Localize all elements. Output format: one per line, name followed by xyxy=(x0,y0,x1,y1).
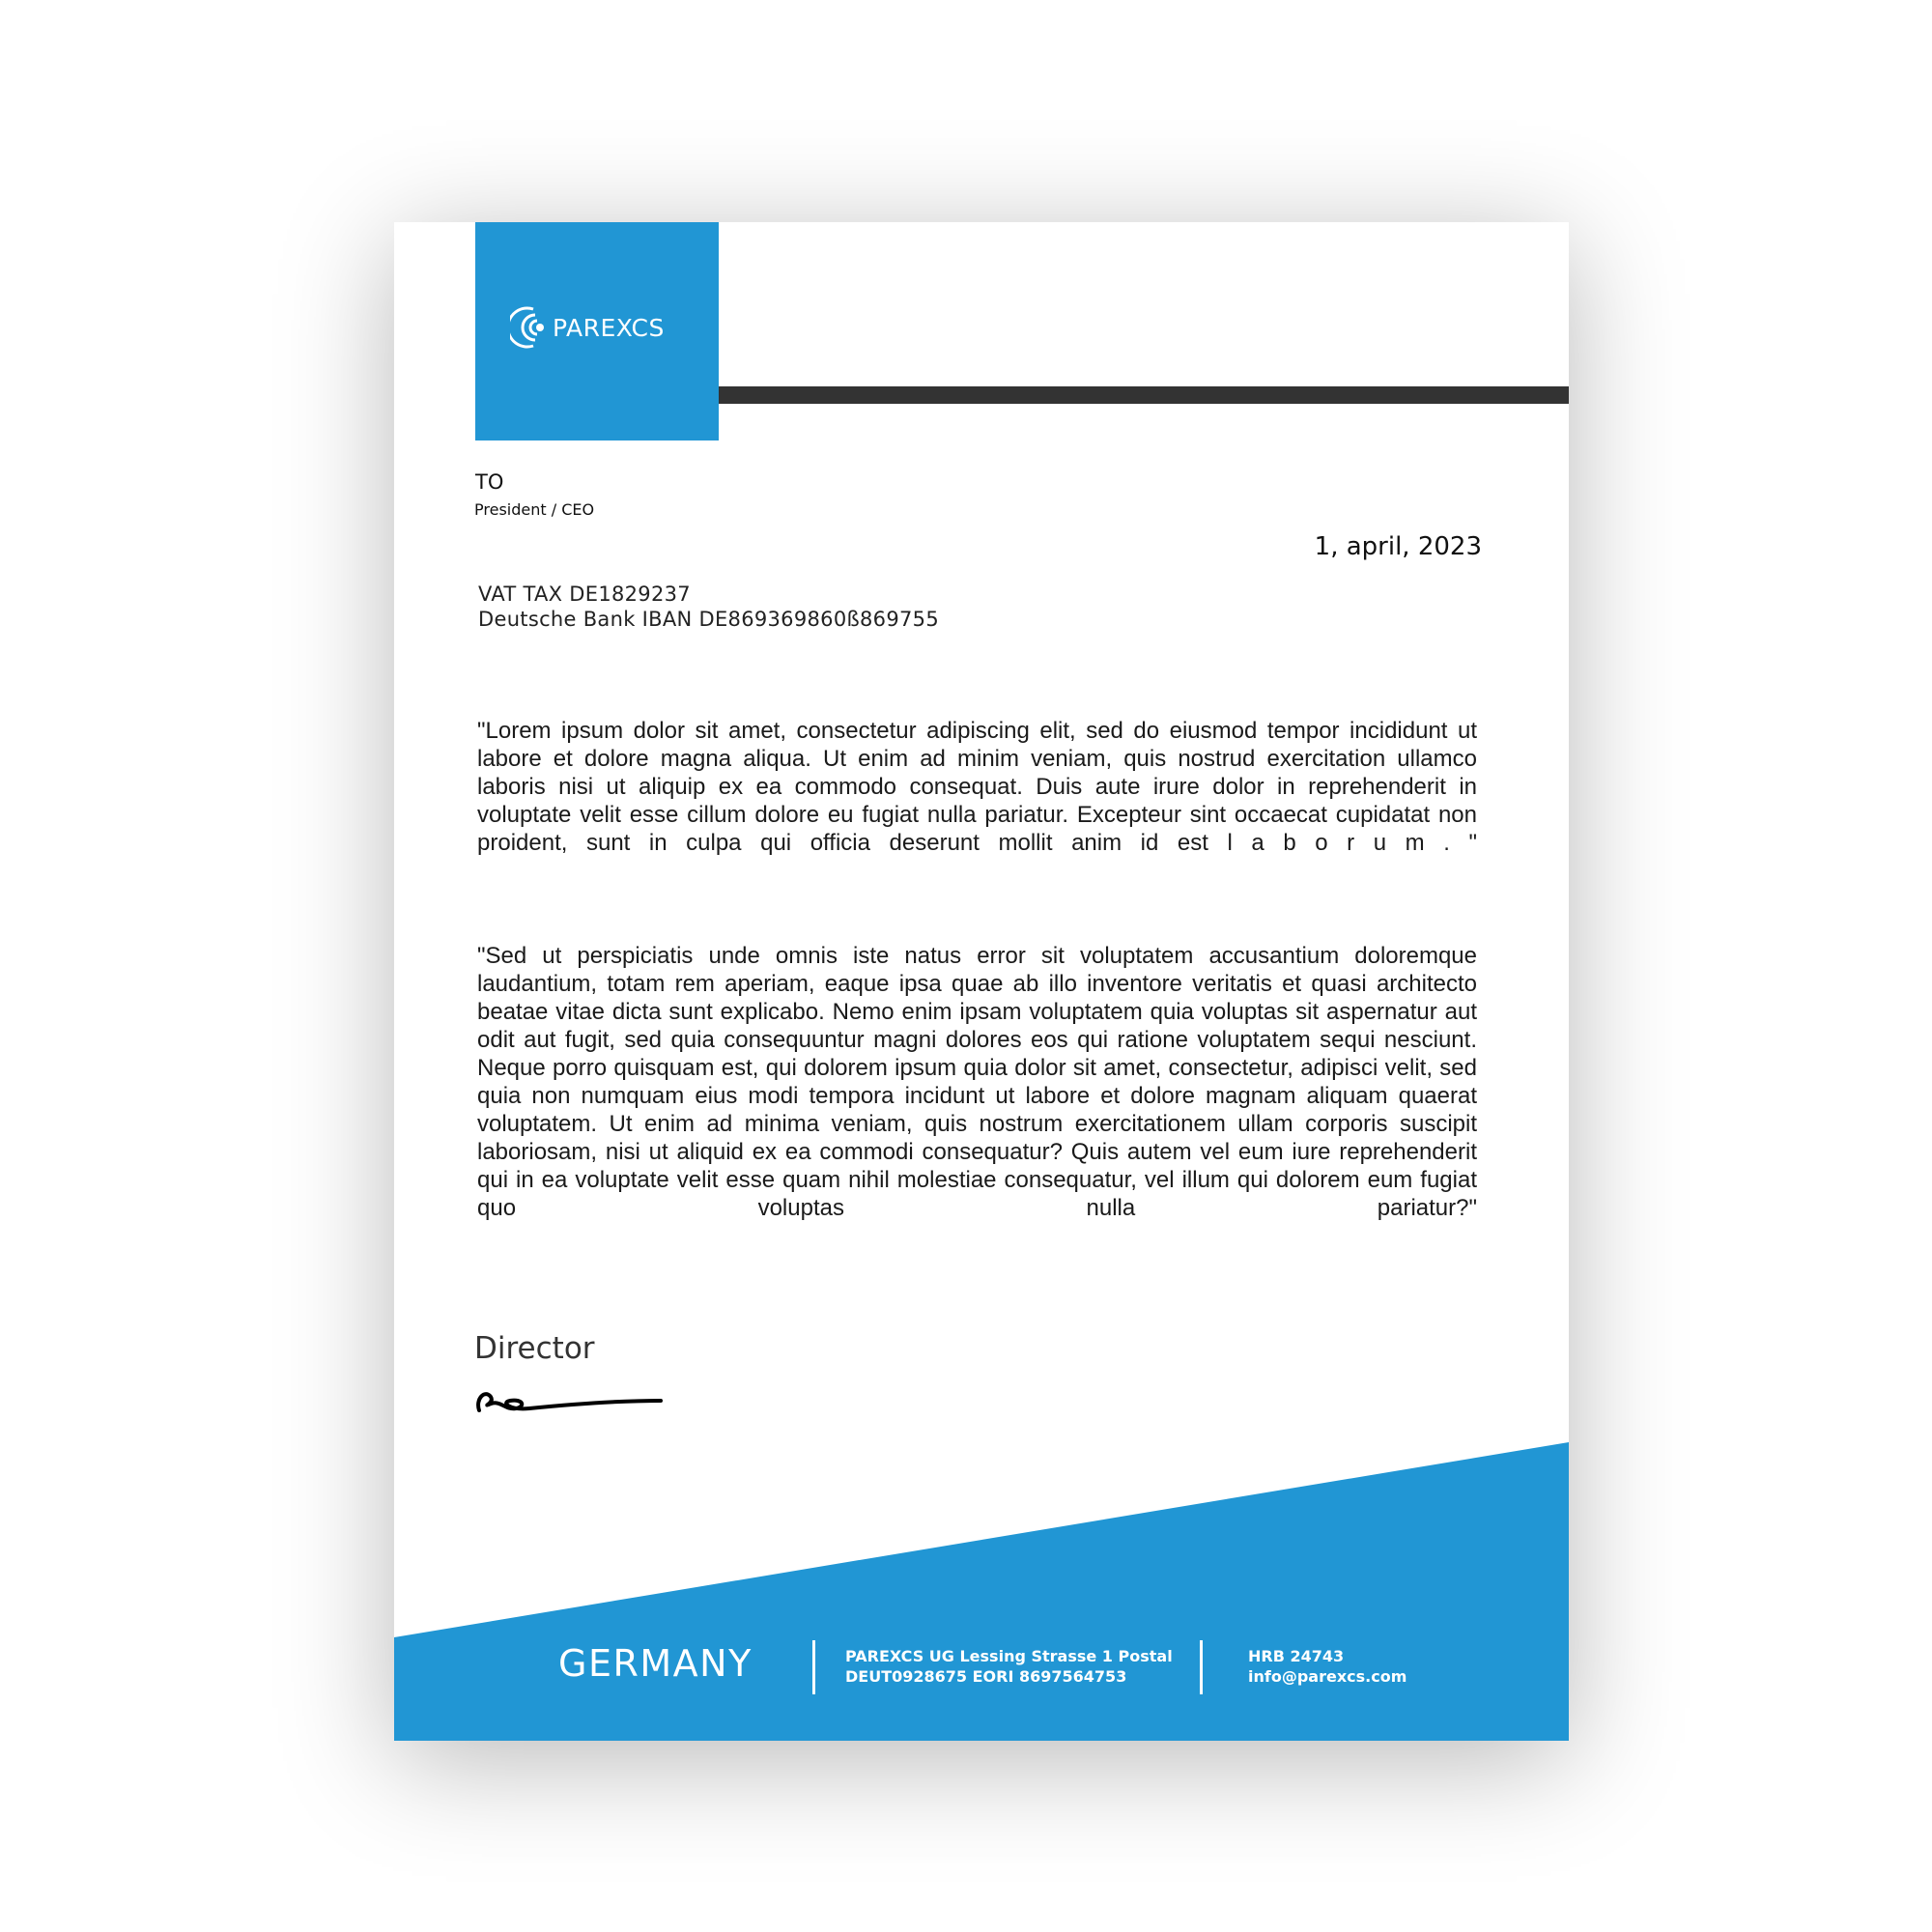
footer-email[interactable]: info@parexcs.com xyxy=(1248,1667,1407,1686)
letterhead-page xyxy=(394,222,1569,1741)
header-rule xyxy=(719,386,1569,404)
footer-contact xyxy=(1248,1646,1406,1687)
letter-date: 1, april, 2023 xyxy=(1314,532,1482,561)
logo xyxy=(510,303,665,352)
logo-text: PAREXCS xyxy=(553,313,665,342)
footer-address-line-1: PAREXCS UG Lessing Strasse 1 Postal xyxy=(845,1647,1173,1665)
recipient-role: President / CEO xyxy=(474,500,595,519)
body-paragraph-1: "Lorem ipsum dolor sit amet, consectetur adipiscing elit, sed do eiusmod tempor incididunt ut labore et dolore magna aliqua. Ut enim ad minim veniam, quis nostrud exercitation ullamco laboris nisi ut aliquip ex ea commodo consequat. Duis aute irure dolor in reprehenderit in voluptate velit esse cillum dolore eu fugiat nulla pariatur. Excepteur sint occaecat cupidatat non proident, sunt in culpa qui officia deserunt mollit anim id est l a b o r u m . " xyxy=(477,718,1477,856)
logo-block xyxy=(475,222,719,440)
footer-divider xyxy=(812,1640,815,1694)
signoff-title: Director xyxy=(474,1331,595,1366)
recipient-to-label: TO xyxy=(475,470,504,494)
footer-divider xyxy=(1200,1640,1203,1694)
footer-hrb: HRB 24743 xyxy=(1248,1647,1345,1665)
parexcs-swirl-icon xyxy=(510,303,551,352)
vat-number: VAT TAX DE1829237 xyxy=(478,582,691,606)
body-paragraph-2: "Sed ut perspiciatis unde omnis iste natus error sit voluptatem accusantium doloremque laudantium, totam rem aperiam, eaque ipsa quae ab illo inventore veritatis et quasi architecto beatae vitae dicta sunt explicabo. Nemo enim ipsam voluptatem quia voluptas sit aspernatur aut odit aut fugit, sed quia consequuntur magni dolores eos qui ratione voluptatem sequi nesciunt. Neque porro quisquam est, qui dolorem ipsum quia dolor sit amet, consectetur, adipisci velit, sed quia non numquam eius modi tempora incidunt ut labore et dolore magnam aliquam quaerat voluptatem. Ut enim ad minima veniam, quis nostrum exercitationem ullam corporis suscipit laboriosam, nisi ut aliquid ex ea commodi consequatur? Quis autem vel eum iure reprehenderit qui in ea voluptate velit esse quam nihil molestiae consequatur, vel illum qui dolorem eum fugiat quo voluptas nulla pariatur?" xyxy=(477,943,1477,1221)
footer-country: GERMANY xyxy=(558,1642,753,1685)
handwritten-signature xyxy=(471,1381,665,1420)
footer-address-line-2: DEUT0928675 EORI 8697564753 xyxy=(845,1667,1127,1686)
bank-iban: Deutsche Bank IBAN DE869369860ß869755 xyxy=(478,608,939,631)
footer-address xyxy=(845,1646,1173,1687)
